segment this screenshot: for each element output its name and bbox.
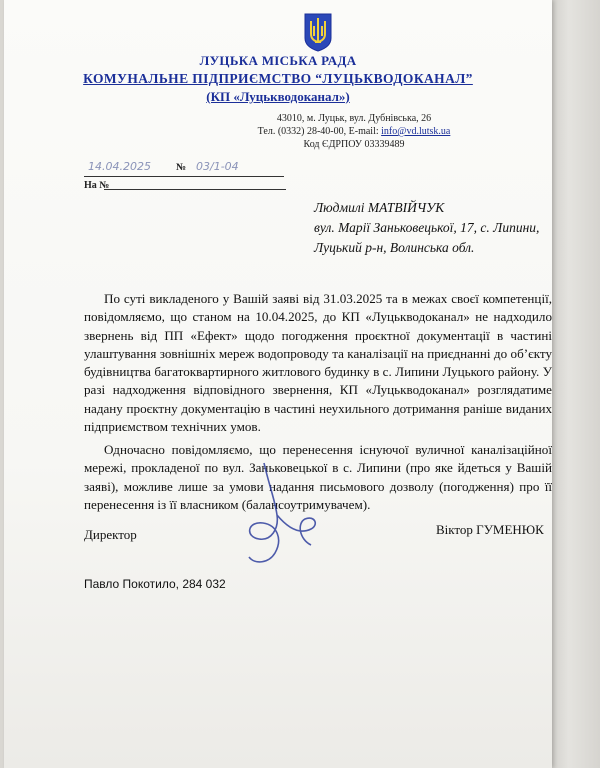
recipient-address-line1: вул. Марії Заньковецької, 17, с. Липини,	[314, 220, 540, 235]
signer-title: Директор	[84, 527, 137, 542]
council-name: ЛУЦЬКА МІСЬКА РАДА	[199, 53, 357, 68]
recipient-address-line2: Луцький р-н, Волинська обл.	[314, 240, 475, 255]
signer-name: Віктор ГУМЕНЮК	[436, 522, 544, 537]
reply-number-line	[104, 189, 286, 190]
handwritten-date: 14.04.2025	[88, 160, 151, 173]
enterprise-short-name: (КП «Луцькводоканал»)	[206, 89, 350, 104]
email-link[interactable]: info@vd.lutsk.ua	[381, 126, 451, 137]
recipient-name: Людмилі МАТВІЙЧУК	[314, 200, 445, 215]
address: 43010, м. Луцьк, вул. Дубнівська, 26	[276, 113, 432, 124]
registration-line	[84, 162, 284, 177]
executor-contact: Павло Покотило, 284 032	[84, 577, 226, 591]
body-paragraph-1: По суті викладеного у Вашій заяві від 31.03.2025 та в межах своєї компетенції, повідомляємо, що станом на 10.04.2025, до КП «Луцькводоканал» не надходило звернень від ПП «Ефект» щодо погодження проєктної документації в частині улаштування зовнішніх мереж водопроводу та каналізації на приєднанні до об’єкту будівництва багатоквартирного житлового будинку в с. Липини Луцького району. У разі надходження відповідного звернення, КП «Луцькводоканал» розглядатиме надану проєктну документацію в частині неухильного дотримання раніше виданих підприємством технічних умов.	[84, 291, 552, 435]
body-paragraph-2: Одночасно повідомляємо, що перенесення існуючої вуличної каналізаційної мережі, прокладеної по вул. Заньковецької в с. Липини (про яке йдеться у Вашій заяві), можливе лише за умови надання письмового дозволу (погодження) про її перенесення із її власником (балансоутримувачем).	[84, 442, 552, 512]
enterprise-name: КОМУНАЛЬНЕ ПІДПРИЄМСТВО “ЛУЦЬКВОДОКАНАЛ”	[83, 71, 473, 86]
letter-page	[4, 0, 552, 768]
phone: Тел. (0332) 28-40-00, E-mail:	[257, 126, 382, 137]
trident-coat-of-arms-icon	[303, 12, 333, 52]
contact-line	[124, 126, 584, 137]
reply-prefix: На №	[84, 180, 110, 191]
edrpou-code: Код ЄДРПОУ 03339489	[303, 139, 405, 150]
director-signature-icon	[219, 455, 339, 575]
handwritten-number: 03/1-04	[196, 160, 239, 173]
number-sign: №	[176, 162, 187, 173]
